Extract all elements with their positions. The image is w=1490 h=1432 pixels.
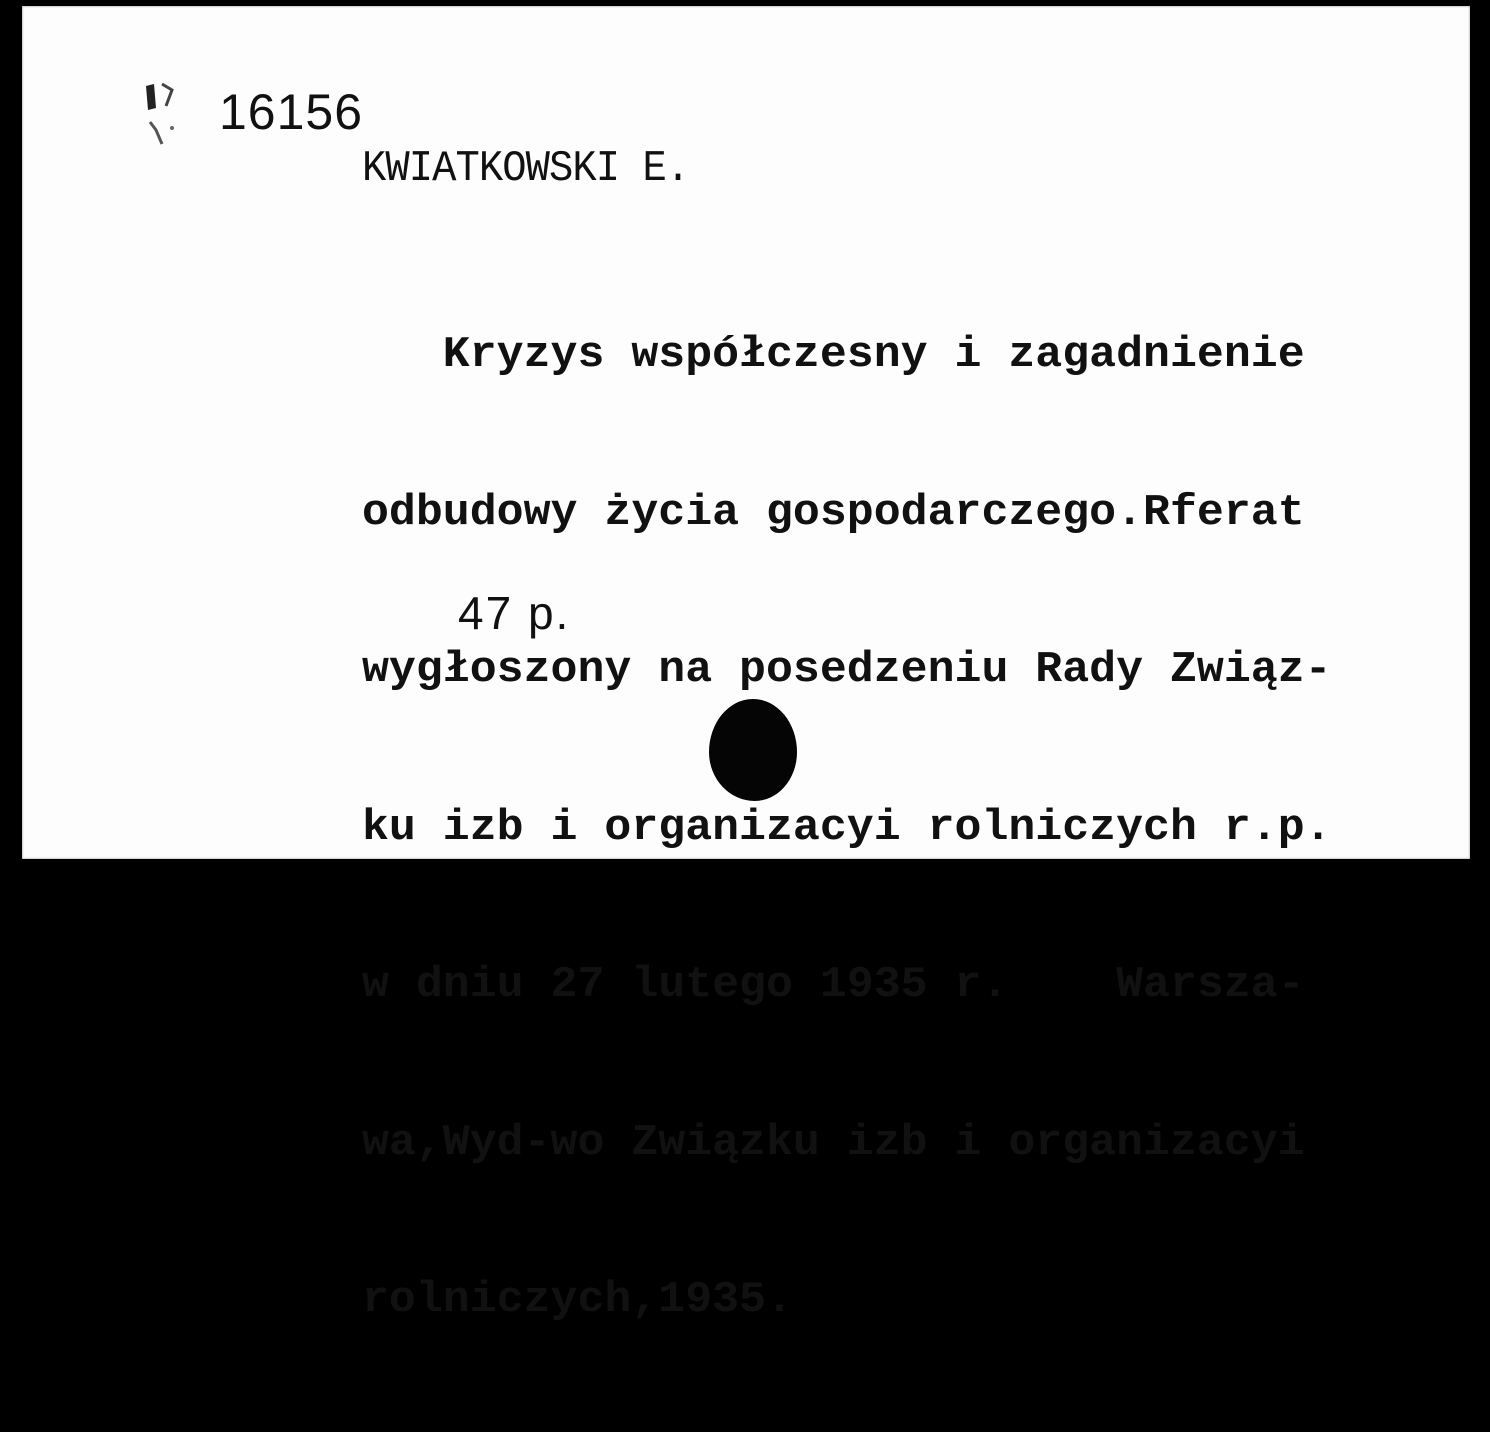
entry-line: w dniu 27 lutego 1935 r. Warsza- <box>362 960 1305 1010</box>
author-heading: KWIATKOWSKI E. <box>362 144 690 194</box>
bibliographic-entry <box>362 224 1332 1432</box>
punch-hole <box>709 699 797 801</box>
stamp-mark-icon <box>142 78 196 148</box>
entry-line: wygłoszony na posedzeniu Rady Związ- <box>362 645 1332 695</box>
entry-line: wa,Wyd-wo Związku izb i organizacyi <box>362 1117 1305 1168</box>
entry-line: ku izb i organizacyi rolniczych r.p. <box>362 802 1332 853</box>
entry-line: rolniczych,1935. <box>362 1275 793 1325</box>
call-number: 16156 <box>219 84 364 140</box>
entry-line: odbudowy życia gospodarczego.Rferat <box>362 487 1305 538</box>
entry-line: Kryzys współczesny i zagadnienie <box>362 330 1305 380</box>
catalog-card <box>22 6 1470 1325</box>
page-count: 47 p. <box>458 587 571 639</box>
